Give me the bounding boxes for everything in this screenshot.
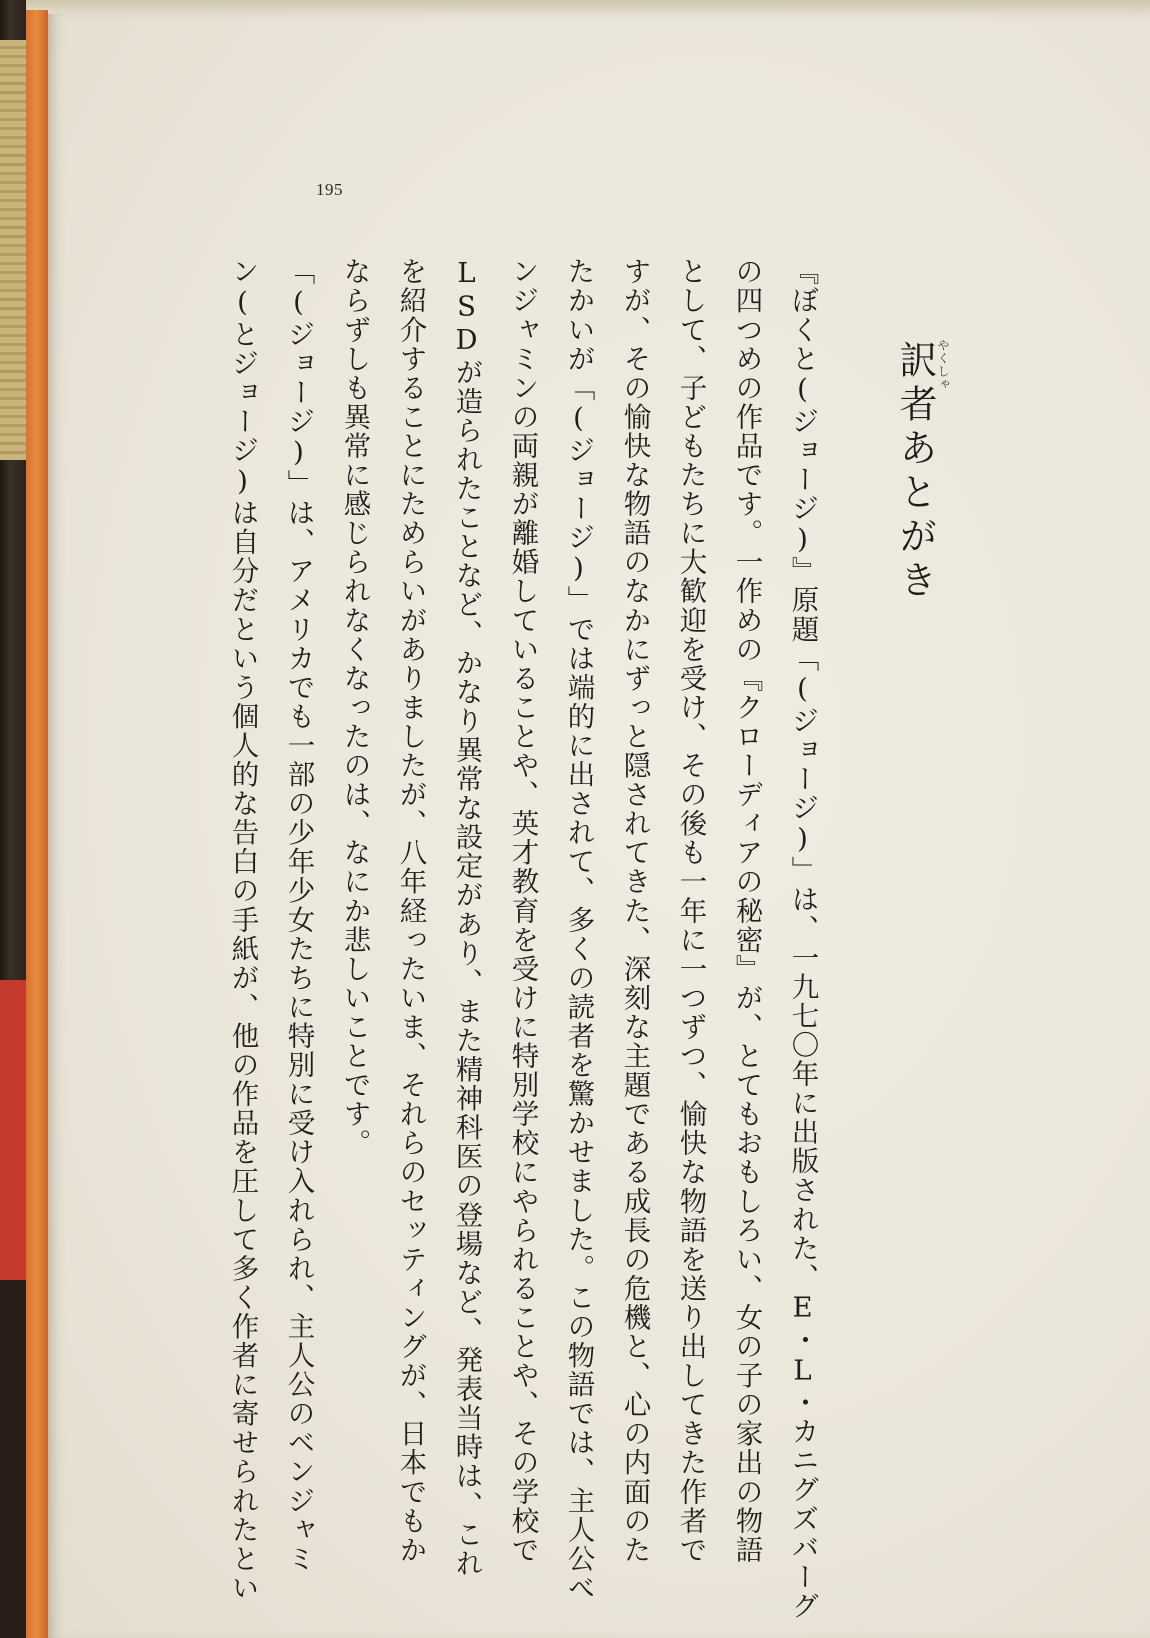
body-line-2: の四つめの作品です。一作めの『クローディアの秘密』が、とてもおもしろい、女の子の家出の物語 <box>730 257 763 1565</box>
page <box>48 14 1150 1638</box>
page-title: 訳者あとがき <box>893 340 937 604</box>
body-line-7: LSDが造られたことなど、かなり異常な設定があり、また精神科医の登場など、発表当時は、これ <box>450 257 483 1578</box>
book-cover-spine <box>0 0 26 1638</box>
body-line-6: ンジャミンの両親が離婚していることや、英才教育を受けに特別学校にやられることや、その学校で <box>506 257 539 1565</box>
body-line-1: 『ぼくと(ジョージ)』原題「(ジョージ)」は、一九七〇年に出版された、E・L・カニグズバーグ <box>786 257 819 1621</box>
spine-yellow-band <box>0 40 26 460</box>
body-line-10: 「(ジョージ)」は、アメリカでも一部の少年少女たちに特別に受け入れられ、主人公のベンジャミ <box>282 257 315 1574</box>
scanner-top-edge <box>0 0 1150 14</box>
body-line-11: ン(とジョージ)は自分だという個人的な告白の手紙が、他の作品を圧して多く作者に寄せられたとい <box>226 257 259 1603</box>
page-title-ruby: やくしゃ <box>936 339 950 391</box>
book-board-edge <box>26 10 48 1638</box>
body-line-4: すが、その愉快な物語のなかにずっと隠されてきた、深刻な主題である成長の危機と、心の内面のた <box>618 257 651 1565</box>
body-line-5: たかいが「(ジョージ)」では端的に出されて、多くの読者を驚かせました。この物語では、主人公べ <box>562 257 595 1603</box>
page-number: 195 <box>316 180 343 199</box>
body-line-3: として、子どもたちに大歓迎を受け、その後も一年に一つずつ、愉快な物語を送り出してきた作者で <box>674 257 707 1565</box>
spine-red-band <box>0 980 26 1280</box>
body-line-9: ならずしも異常に感じられなくなったのは、なにか悲しいことです。 <box>338 257 371 1158</box>
body-line-8: を紹介することにためらいがありましたが、八年経ったいま、それらのセッティングが、日本でもか <box>394 257 427 1565</box>
spine-dark-band <box>0 1280 26 1638</box>
